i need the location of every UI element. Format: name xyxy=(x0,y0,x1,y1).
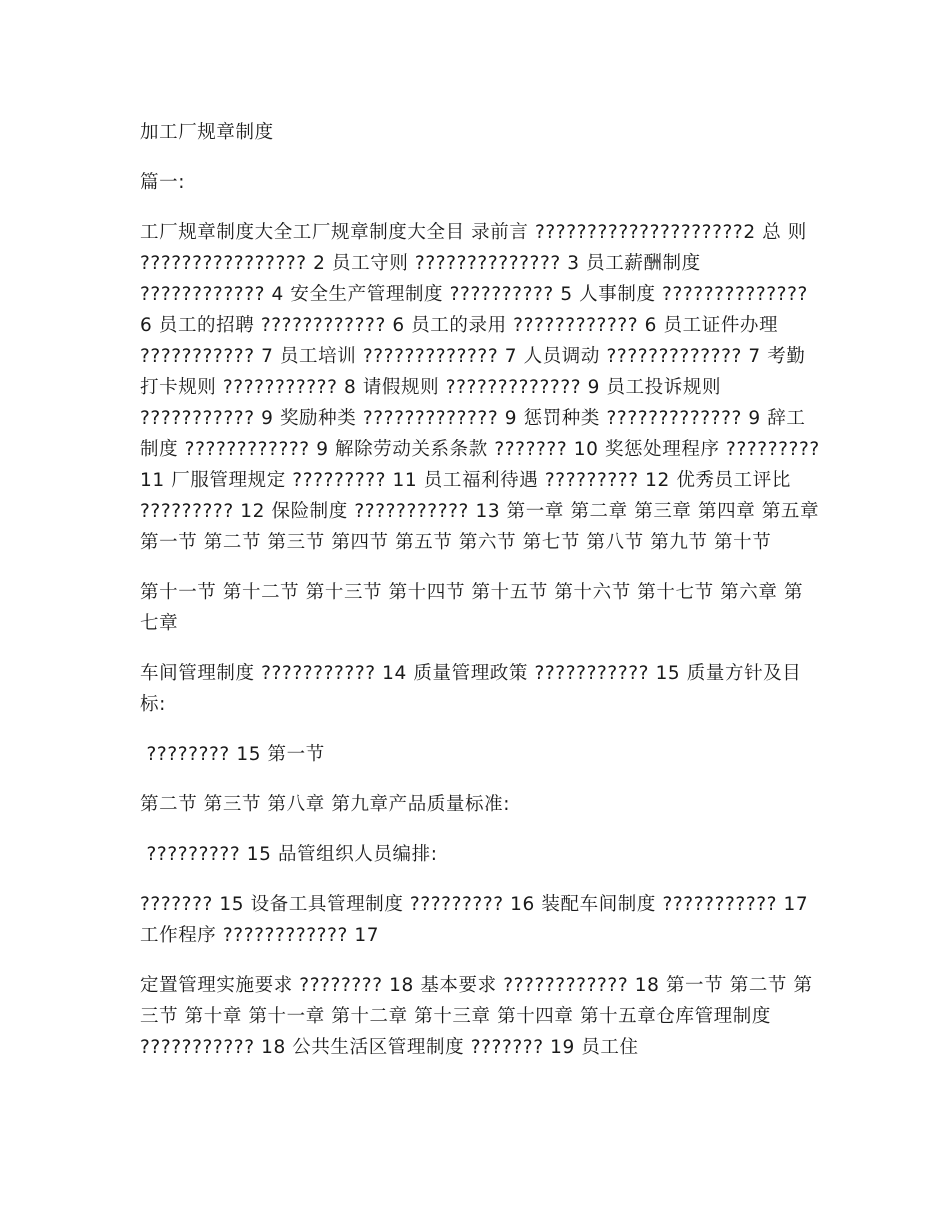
paragraph-quality-section: ???????? 15 第一节 xyxy=(140,744,325,765)
paragraph-equipment-tools: ??????? 15 设备工具管理制度 ????????? 16 装配车间制度 ??????????? 17 工作程序 ???????????? 17 xyxy=(140,894,815,946)
paragraph-qc-staffing: ????????? 15 品管组织人员编排: xyxy=(140,844,438,865)
paragraph-workshop-quality: 车间管理制度 ??????????? 14 质量管理政策 ??????????? 15 质量方针及目标: xyxy=(140,663,802,715)
paragraph-section-label: 篇一: xyxy=(140,172,186,193)
paragraph-quality-standards: 第二节 第三节 第八章 第九章产品质量标准: xyxy=(140,794,511,815)
document-title: 加工厂规章制度 xyxy=(140,122,274,143)
paragraph-placement-management: 定置管理实施要求 ???????? 18 基本要求 ???????????? 18 第一节 第二节 第三节 第十章 第十一章 第十二章 第十三章 第十四章 第十五章仓库管理制度 ??????????? 18 公共生活区管理制度 ??????? 19 员工住 xyxy=(140,975,813,1058)
paragraph-sections-continued: 第十一节 第十二节 第十三节 第十四节 第十五节 第十六节 第十七节 第六章 第七章 xyxy=(140,582,804,634)
paragraph-table-of-contents: 工厂规章制度大全工厂规章制度大全目 录前言 ????????????????????2 总 则 ???????????????? 2 员工守则 ?????????????? 3 员工薪酬制度 ???????????? 4 安全生产管理制度 ?????????? 5 人事制度 ?????????????? 6 员工的招聘 ???????????? 6 员工的录用 ???????????? 6 员工证件办理 ??????????? 7 员工培训 ????????????? 7 人员调动 ????????????? 7 考勤打卡规则 ??????????? 8 请假规则 ????????????? 9 员工投诉规则 ??????????? 9 奖励种类 ????????????? 9 惩罚种类 ????????????? 9 辞工制度 ???????????? 9 解除劳动关系条款 ??????? 10 奖惩处理程序 ????????? 11 厂服管理规定 ????????? 11 员工福利待遇 ????????? 12 优秀员工评比 ????????? 12 保险制度 ??????????? 13 第一章 第二章 第三章 第四章 第五章第一节 第二节 第三节 第四节 第五节 第六节 第七节 第八节 第九节 第十节 xyxy=(140,222,827,553)
